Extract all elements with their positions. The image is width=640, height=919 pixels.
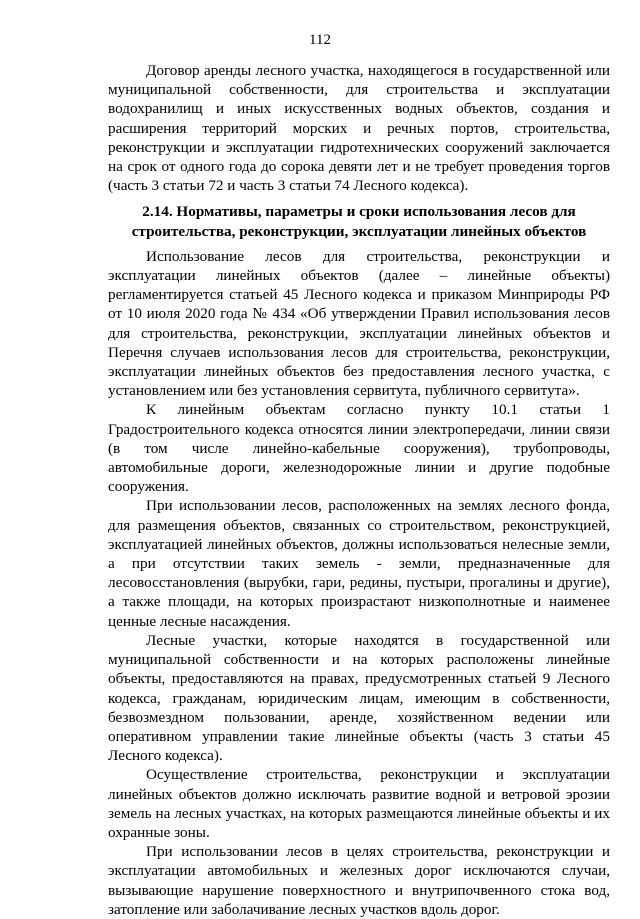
page-number: 112: [309, 32, 331, 48]
body-paragraph: Осуществление строительства, реконструкции и эксплуатации линейных объектов должно исключать развитие водной и ветровой эрозии земель на лесных участках, на которых размещаются линейные объекты и их охранные зоны.: [108, 766, 610, 841]
page-body: [108, 61, 610, 919]
body-paragraph: Лесные участки, которые находятся в государственной или муниципальной собственности и на которых расположены линейные объекты, предоставляются на правах, предусмотренных статьей 9 Лесного кодекса, гражданам, юридическим лицам, имеющим в собственности, безвозмездном пользовании, аренде, хозяйственном ведении или оперативном управлении такие линейные объекты (часть 3 статьи 45 Лесного кодекса).: [108, 631, 610, 765]
body-paragraph: К линейным объектам согласно пункту 10.1 статьи 1 Градостроительного кодекса относятся линии электропередачи, линии связи (в том числе линейно-кабельные сооружения), трубопроводы, автомобильные дороги, железнодорожные линии и другие подобные сооружения.: [108, 401, 610, 496]
body-paragraph: При использовании лесов в целях строительства, реконструкции и эксплуатации автомобильных и железных дорог исключаются случаи, вызывающие нарушение поверхностного и внутрипочвенного стока вод, затопление или заболачивание лесных участков вдоль дорог.: [108, 843, 610, 918]
intro-paragraph: Договор аренды лесного участка, находящегося в государственной или муниципальной собственности, для строительства и эксплуатации водохранилищ и иных искусственных водных объектов, создания и расширения территорий морских и речных портов, строительства, реконструкции и эксплуатации гидротехнических сооружений заключается на срок от одного года до сорока девяти лет и не требует проведения торгов (часть 3 статьи 72 и часть 3 статьи 74 Лесного кодекса).: [108, 62, 610, 195]
body-paragraph: Использование лесов для строительства, реконструкции и эксплуатации линейных объектов (далее – линейные объекты) регламентируется статьей 45 Лесного кодекса и приказом Минприроды РФ от 10 июля 2020 года № 434 «Об утверждении Правил использования лесов для строительства, реконструкции, эксплуатации линейных объектов и Перечня случаев использования лесов для строительства, реконструкции, эксплуатации линейных объектов без предоставления лесного участка, с установлением или без установления сервитута, публичного сервитута».: [108, 247, 610, 400]
body-paragraph: При использовании лесов, расположенных на землях лесного фонда, для размещения объектов, связанных со строительством, реконструкцией, эксплуатацией линейных объектов, должны использоваться нелесные земли, а при отсутствии таких земель - земли, предназначенные для лесовосстановления (вырубки, гари, редины, пустыри, прогалины и другие), а также площади, на которых произрастают низкополнотные и наименее ценные лесные насаждения.: [108, 497, 610, 630]
section-heading: 2.14. Нормативы, параметры и сроки использования лесов для строительства, реконструкции, эксплуатации линейных объектов: [131, 203, 587, 240]
